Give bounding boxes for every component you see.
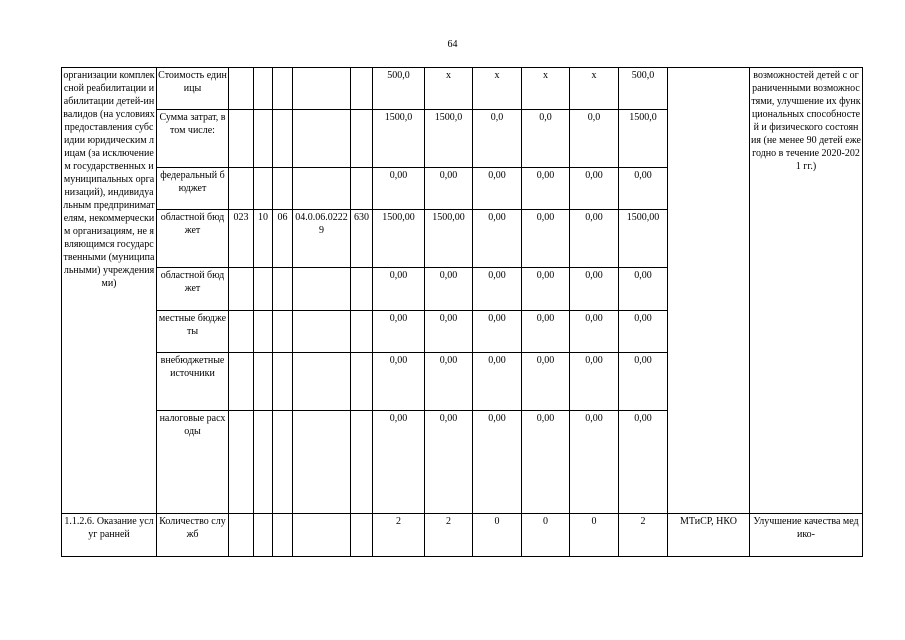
vr-cell (351, 110, 373, 168)
year-value: 0,00 (570, 353, 619, 411)
pr-cell (273, 311, 293, 353)
year-value: 1500,00 (425, 210, 473, 268)
year-value: 0,00 (570, 168, 619, 210)
executor-cell (668, 68, 750, 514)
total-value: 1500,0 (373, 110, 425, 168)
vr-cell (351, 514, 373, 557)
year-value: 0,00 (425, 353, 473, 411)
rz-cell (254, 411, 273, 514)
row-label: областной бюджет (157, 210, 229, 268)
year-value: 1500,0 (425, 110, 473, 168)
csr-cell (293, 68, 351, 110)
year-value: 0,00 (473, 411, 522, 514)
activity-description-cell: организации комплексной реабилитации и абилитации детей-инвалидов (на условиях предоставления субсидии юридическим лицам (за исключением государственных и муниципальных организаций), индивидуальным предпринимателям, некоммерческим организациям, не являющимся государственными (муниципальными) учреждениями) (62, 68, 157, 514)
year-value: 0,00 (619, 311, 668, 353)
vr-cell (351, 411, 373, 514)
rz-cell (254, 110, 273, 168)
csr-cell (293, 411, 351, 514)
total-value: 500,0 (373, 68, 425, 110)
rz-cell (254, 514, 273, 557)
year-value: 0,00 (425, 411, 473, 514)
expected-result-cell: возможностей детей с ограниченными возможностями, улучшение их функциональных способностей и физического состояния (не менее 90 детей ежегодно в течение 2020-2021 гг.) (750, 68, 863, 514)
year-value: х (522, 68, 570, 110)
year-value: 0 (473, 514, 522, 557)
year-value: 0,00 (619, 353, 668, 411)
vr-cell (351, 353, 373, 411)
program-activities-table (61, 67, 863, 557)
year-value: 0,00 (522, 311, 570, 353)
table-row (62, 68, 863, 110)
year-value: 0,00 (473, 268, 522, 311)
csr-cell (293, 514, 351, 557)
year-value: 0,00 (619, 411, 668, 514)
year-value: 0,00 (473, 311, 522, 353)
year-value: 1500,00 (619, 210, 668, 268)
year-value: 0,00 (619, 268, 668, 311)
total-value: 0,00 (373, 353, 425, 411)
year-value: 0,00 (473, 353, 522, 411)
pr-cell (273, 168, 293, 210)
vr-cell: 630 (351, 210, 373, 268)
year-value: 0 (522, 514, 570, 557)
grbs-cell (229, 110, 254, 168)
year-value: 0,0 (570, 110, 619, 168)
year-value: 0,00 (522, 353, 570, 411)
year-value: 0,00 (522, 268, 570, 311)
year-value: х (570, 68, 619, 110)
vr-cell (351, 268, 373, 311)
total-value: 1500,00 (373, 210, 425, 268)
vr-cell (351, 168, 373, 210)
year-value: 0,0 (473, 110, 522, 168)
page-number: 64 (447, 39, 458, 50)
vr-cell (351, 311, 373, 353)
rz-cell (254, 268, 273, 311)
total-value: 0,00 (373, 311, 425, 353)
total-value: 0,00 (373, 268, 425, 311)
vr-cell (351, 68, 373, 110)
pr-cell (273, 268, 293, 311)
grbs-cell (229, 68, 254, 110)
table-row (62, 514, 863, 557)
year-value: 0,00 (619, 168, 668, 210)
year-value: 0,00 (473, 168, 522, 210)
row-label: областной бюджет (157, 268, 229, 311)
year-value: 0,00 (522, 168, 570, 210)
year-value: 0 (570, 514, 619, 557)
year-value: х (473, 68, 522, 110)
grbs-cell (229, 411, 254, 514)
year-value: 500,0 (619, 68, 668, 110)
grbs-cell (229, 168, 254, 210)
year-value: 0,0 (522, 110, 570, 168)
activity-description-cell: 1.1.2.6. Оказание услуг ранней (62, 514, 157, 557)
row-label: Количество служб (157, 514, 229, 557)
grbs-cell (229, 353, 254, 411)
pr-cell (273, 68, 293, 110)
year-value: х (425, 68, 473, 110)
year-value: 0,00 (570, 268, 619, 311)
total-value: 2 (373, 514, 425, 557)
csr-cell (293, 110, 351, 168)
year-value: 0,00 (425, 168, 473, 210)
csr-cell (293, 168, 351, 210)
row-label: Сумма затрат, в том числе: (157, 110, 229, 168)
year-value: 0,00 (425, 311, 473, 353)
rz-cell: 10 (254, 210, 273, 268)
year-value: 0,00 (473, 210, 522, 268)
row-label: внебюджетные источники (157, 353, 229, 411)
year-value: 2 (619, 514, 668, 557)
year-value: 1500,0 (619, 110, 668, 168)
csr-cell: 04.0.06.02229 (293, 210, 351, 268)
executor-cell: МТиСР, НКО (668, 514, 750, 557)
pr-cell (273, 110, 293, 168)
total-value: 0,00 (373, 411, 425, 514)
year-value: 0,00 (522, 210, 570, 268)
year-value: 0,00 (570, 210, 619, 268)
year-value: 2 (425, 514, 473, 557)
year-value: 0,00 (522, 411, 570, 514)
pr-cell: 06 (273, 210, 293, 268)
rz-cell (254, 68, 273, 110)
grbs-cell (229, 268, 254, 311)
pr-cell (273, 353, 293, 411)
year-value: 0,00 (425, 268, 473, 311)
rz-cell (254, 168, 273, 210)
pr-cell (273, 411, 293, 514)
rz-cell (254, 353, 273, 411)
total-value: 0,00 (373, 168, 425, 210)
pr-cell (273, 514, 293, 557)
expected-result-cell: Улучшение качества медико- (750, 514, 863, 557)
row-label: федеральный бюджет (157, 168, 229, 210)
csr-cell (293, 268, 351, 311)
grbs-cell (229, 514, 254, 557)
grbs-cell (229, 311, 254, 353)
row-label: налоговые расходы (157, 411, 229, 514)
csr-cell (293, 311, 351, 353)
row-label: местные бюджеты (157, 311, 229, 353)
year-value: 0,00 (570, 411, 619, 514)
csr-cell (293, 353, 351, 411)
rz-cell (254, 311, 273, 353)
year-value: 0,00 (570, 311, 619, 353)
grbs-cell: 023 (229, 210, 254, 268)
row-label: Стоимость единицы (157, 68, 229, 110)
